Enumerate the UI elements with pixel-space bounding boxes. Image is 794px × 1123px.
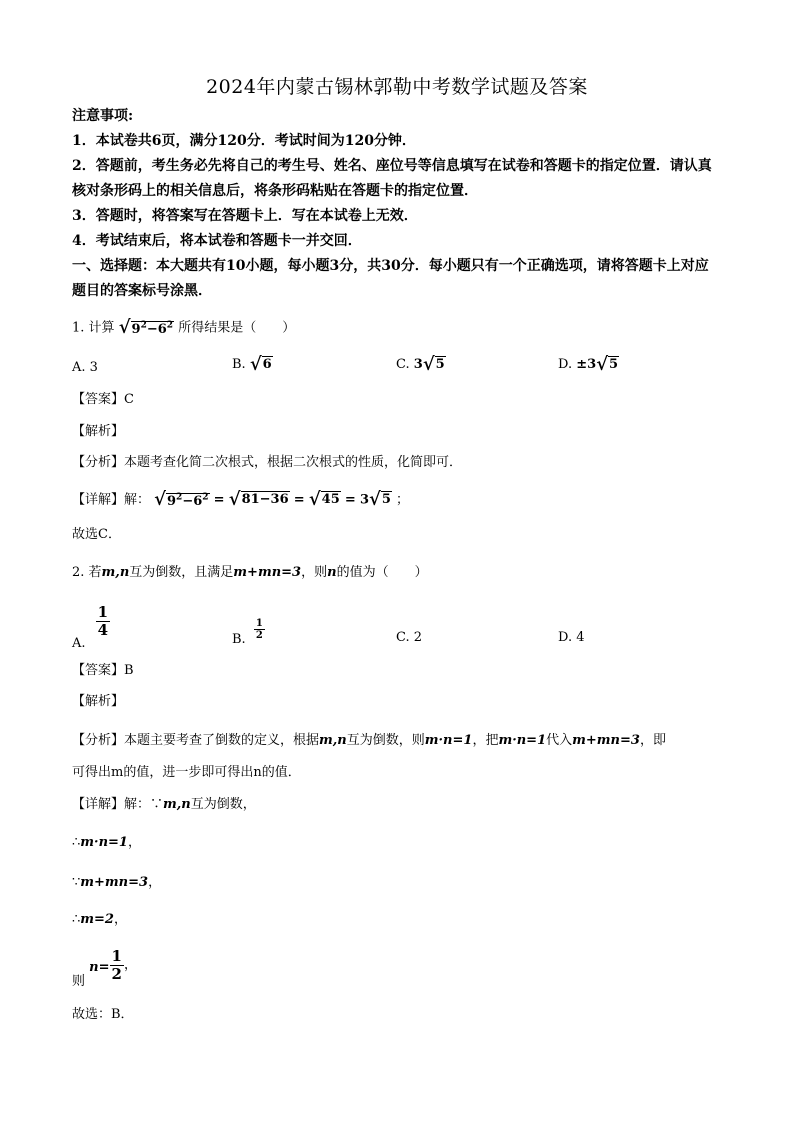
q2-analysis-mid3: 代入 — [546, 733, 573, 748]
q1-detail-pre: 【详解】解： — [72, 492, 151, 508]
q1-option-c: C. 3√5 — [396, 354, 445, 375]
q1-detail-eq3: = — [344, 492, 356, 508]
q1-stem — [72, 316, 295, 340]
q1-option-d-label: D. — [558, 357, 573, 372]
q1-exp-a: 2 — [140, 321, 147, 331]
q2-option-a-num: 1 — [97, 603, 109, 621]
q2-stem-mid2: ，则 — [301, 565, 328, 580]
section-heading: 一、选择题：本大题共有10小题，每小题3分，共30分．每小题只有一个正确选项，请将答题卡上对应 — [72, 258, 709, 274]
q1-option-c-coef: 3 — [413, 357, 423, 372]
q2-analysis-mdotn-2: m·n=1 — [498, 733, 547, 748]
q2-option-b — [232, 618, 263, 647]
q2-step4-end: ， — [123, 957, 137, 973]
q2-mn: m,n — [101, 565, 130, 580]
notice-heading: 注意事项: — [72, 108, 134, 124]
q2-step2-end: ， — [148, 875, 162, 890]
document-title: 2024年内蒙古锡林郭勒中考数学试题及答案 — [206, 76, 588, 98]
q1-detail-r1: 81−36 — [241, 491, 289, 507]
q2-step1: m·n=1 — [80, 835, 128, 850]
q1-option-d: D. ±3√5 — [558, 354, 619, 375]
q2-detail-mn: m,n — [163, 797, 191, 812]
q2-option-c: C. 2 — [396, 630, 423, 645]
q2-choose: 故选：B． — [72, 1007, 134, 1022]
q2-step-4 — [72, 947, 137, 989]
q1-choose: 故选C． — [72, 527, 121, 542]
q2-option-a-label: A. — [72, 635, 86, 651]
q1-exp-b: 2 — [166, 321, 174, 331]
q1-option-d-value: 5 — [609, 357, 619, 372]
q2-step-2 — [72, 873, 161, 893]
q2-option-a-den: 4 — [97, 620, 109, 639]
q1-option-b-value: 6 — [262, 357, 272, 372]
q1-detail-a: 9 — [167, 494, 177, 510]
q2-step4-lhs: n= — [89, 959, 110, 975]
q2-step3: m=2 — [80, 912, 114, 927]
q2-analysis — [72, 731, 666, 751]
q1-detail-exp-b: 2 — [202, 493, 209, 503]
q1-option-c-value: 5 — [435, 357, 445, 372]
q2-step1-end: ， — [127, 835, 141, 850]
q2-step2-pre: ∵ — [72, 875, 81, 890]
q1-answer: 【答案】C — [72, 392, 134, 407]
q1-radical: $√9^2-6^2$ — [118, 317, 174, 339]
q2-stem — [72, 563, 428, 583]
q2-cond: m+mn=3 — [233, 565, 302, 580]
q1-radicand-b: 6 — [157, 322, 167, 338]
q2-stem-mid1: 互为倒数，且满足 — [129, 565, 234, 580]
q1-option-d-coef: ±3 — [576, 357, 597, 372]
q2-option-d: D. 4 — [558, 630, 585, 645]
q1-detail-end: ； — [396, 492, 410, 508]
q1-option-a: A. 3 — [72, 360, 98, 375]
q2-step4-num: 1 — [111, 947, 122, 965]
q2-detail-post: 互为倒数， — [190, 797, 256, 812]
q2-analysis-mdotn-1: m·n=1 — [424, 733, 473, 748]
q2-analysis-head: 【解析】 — [72, 694, 125, 709]
q2-analysis-cond: m+mn=3 — [572, 733, 640, 748]
q2-analysis-mid1: 互为倒数，则 — [346, 733, 425, 748]
q1-analysis-head: 【解析】 — [72, 424, 125, 439]
q2-stem-pre: 2. 若 — [72, 565, 102, 580]
q2-option-b-den: 2 — [255, 630, 263, 641]
q2-step1-pre: ∴ — [72, 835, 81, 850]
notice-item-2-cont: 核对条形码上的相关信息后，将条形码粘贴在答题卡的指定位置． — [72, 183, 478, 199]
q2-step-3 — [72, 910, 127, 930]
q1-stem-pre: 1. 计算 — [72, 320, 115, 336]
q2-answer: 【答案】B — [72, 663, 134, 678]
q1-stem-post: 所得结果是（ ） — [178, 320, 296, 336]
q1-detail-eq1: = — [213, 492, 225, 508]
q1-detail-eq2: = — [293, 492, 305, 508]
q2-stem-post: 的值为（ ） — [336, 565, 428, 580]
q2-option-a — [72, 603, 109, 651]
q2-detail-pre: 【详解】解：∵ — [72, 797, 164, 812]
q2-option-b-label: B. — [232, 632, 246, 647]
q2-n: n — [327, 565, 337, 580]
q2-step2: m+mn=3 — [80, 875, 149, 890]
notice-item-1: 1．本试卷共6页，满分120分．考试时间为120分钟． — [72, 133, 416, 149]
q1-detail-r2: 45 — [321, 491, 340, 507]
q2-analysis-mid2: ，把 — [472, 733, 499, 748]
q2-analysis-end: ，即 — [639, 733, 666, 748]
q1-option-b-label: B. — [232, 357, 246, 372]
q2-step3-end: ， — [113, 912, 127, 927]
q1-radicand-a: 9 — [131, 322, 141, 338]
q1-detail: 【详解】解： $√9^2-6^2 = √81-36 = √45 = 3√5$ ； — [72, 488, 410, 511]
section-heading-cont: 题目的答案标号涂黑． — [72, 283, 212, 299]
notice-item-3: 3．答题时，将答案写在答题卡上．写在本试卷上无效． — [72, 208, 418, 224]
q1-detail-coef: 3 — [359, 492, 369, 508]
q2-step4-den: 2 — [111, 964, 122, 983]
q2-step3-pre: ∴ — [72, 912, 81, 927]
q2-detail — [72, 795, 256, 815]
q2-analysis-pre: 【分析】本题主要考查了倒数的定义，根据 — [72, 733, 320, 748]
q2-analysis-line2: 可得出m的值，进一步即可得出n的值． — [72, 765, 301, 780]
q1-option-c-label: C. — [396, 357, 410, 372]
q1-analysis: 【分析】本题考查化简二次根式，根据二次根式的性质，化简即可． — [72, 455, 463, 470]
q2-step-1 — [72, 833, 141, 853]
q2-option-b-num: 1 — [255, 618, 263, 629]
q2-step4-pre: 则 — [72, 973, 86, 989]
q1-option-b: B. √6 — [232, 354, 272, 375]
q1-detail-r3: 5 — [381, 491, 391, 507]
notice-item-4: 4．考试结束后，将本试卷和答题卡一并交回． — [72, 233, 362, 249]
q2-analysis-mn: m,n — [319, 733, 347, 748]
q1-detail-b: 6 — [193, 494, 203, 510]
q1-detail-exp-a: 2 — [176, 493, 183, 503]
notice-item-2: 2．答题前，考生务必先将自己的考生号、姓名、座位号等信息填写在试卷和答题卡的指定位置．请认真 — [72, 158, 712, 174]
